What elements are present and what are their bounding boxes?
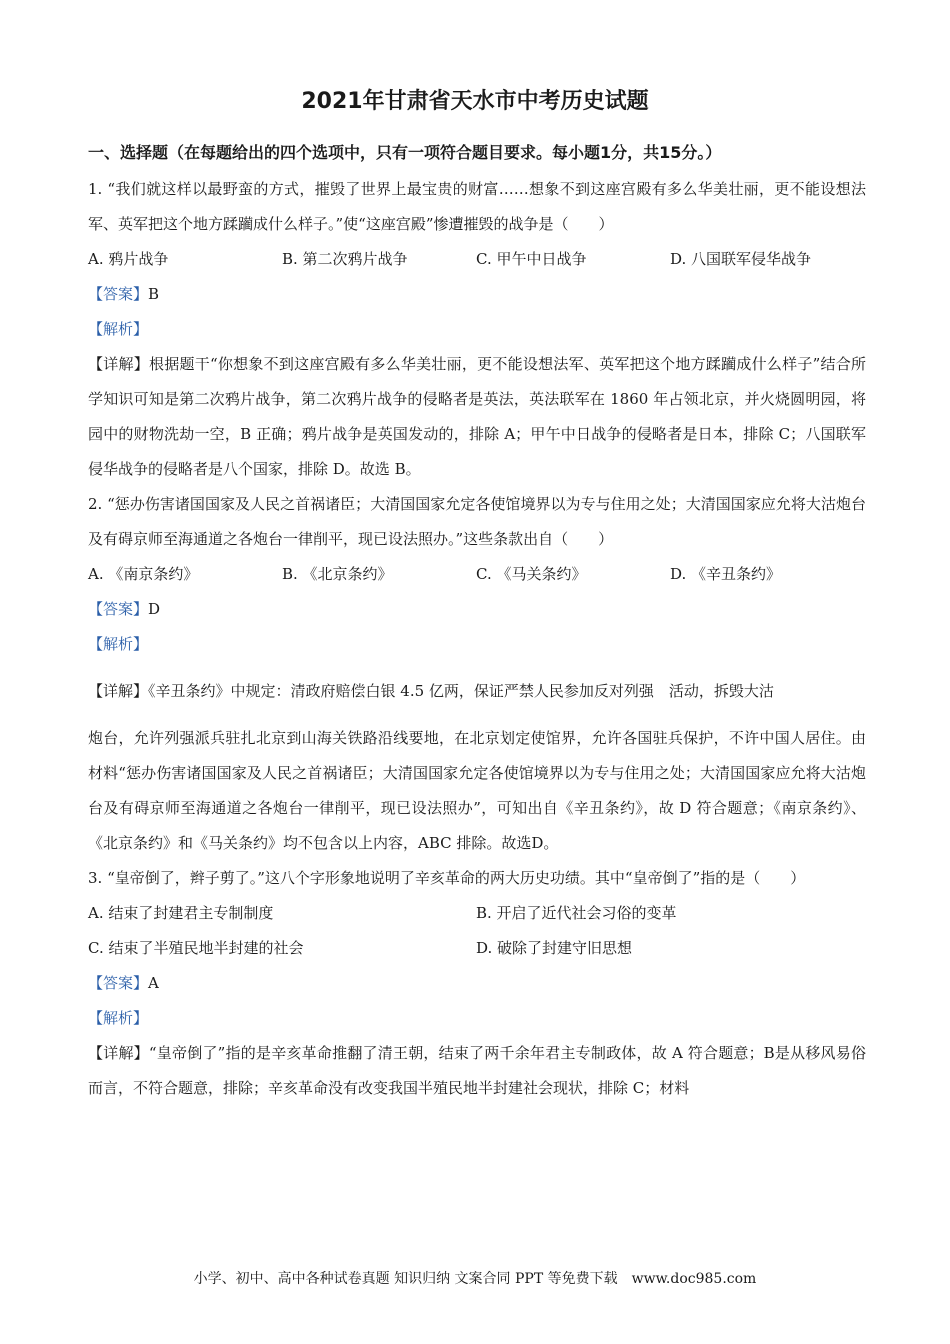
q1-detail (88, 347, 866, 487)
analysis-label: 【解析】 (88, 320, 149, 338)
question-3-options-row2 (88, 931, 866, 966)
analysis-label: 【解析】 (88, 1009, 149, 1027)
q3-option-a: A. 结束了封建君主专制制度 (88, 904, 274, 922)
q1-answer-value: B (148, 285, 160, 303)
q2-detail-line1: 《辛丑条约》中规定：清政府赔偿白银 4.5 亿两，保证严禁人民参加反对列强 活动，拆毁大沽 (148, 682, 774, 700)
exam-title: 2021年甘肃省天水市中考历史试题 (301, 89, 649, 114)
q2-analysis (88, 627, 866, 662)
detail-label: 【详解】 (88, 1044, 149, 1062)
question-3-options-row1 (88, 896, 866, 931)
question-1-stem: 1. “我们就这样以最野蛮的方式，摧毁了世界上最宝贵的财富……想象不到这座宫殿有多么华美壮丽，更不能设想法军、英军把这个地方蹂躏成什么样子。”使“这座宫殿”惨遭摧毁的战争是（ ） (88, 180, 866, 233)
q3-detail-text: “皇帝倒了”指的是辛亥革命推翻了清王朝，结束了两千余年君主专制政体，故 A 符合题意；B是从移风易俗而言，不符合题意，排除；辛亥革命没有改变我国半殖民地半封建社会现状，排除 C；材料 (88, 1044, 866, 1097)
q1-option-a: A. 鸦片战争 (88, 250, 169, 268)
q3-answer (88, 966, 866, 1001)
q1-option-c: C. 甲午中日战争 (476, 250, 587, 268)
answer-label: 【答案】 (88, 974, 149, 992)
q3-option-d: D. 破除了封建守旧思想 (476, 939, 633, 957)
section-heading: 一、选择题（在每题给出的四个选项中，只有一项符合题目要求。每小题1分，共15分。） (88, 143, 722, 162)
question-list (88, 172, 866, 1106)
q2-answer (88, 592, 866, 627)
answer-label: 【答案】 (88, 285, 149, 303)
q1-option-b: B. 第二次鸦片战争 (282, 250, 408, 268)
q2-answer-value: D (148, 600, 161, 618)
question-1-options (88, 242, 866, 277)
q1-detail-text: 根据题干“你想象不到这座宫殿有多么华美壮丽，更不能设想法军、英军把这个地方蹂躏成什么样子”结合所学知识可知是第二次鸦片战争，第二次鸦片战争的侵略者是英法，英法联军在 1860 年占领北京，并火烧圆明园，将园中的财物洗劫一空，B 正确；鸦片战争是英国发动的，排除 A；甲午中日战争的侵略者是日本，排除 C；八国联军侵华战争的侵略者是八个国家，排除 D。故选 B。 (88, 355, 866, 478)
q3-analysis (88, 1001, 866, 1036)
answer-label: 【答案】 (88, 600, 149, 618)
q2-detail-first-line (88, 674, 866, 709)
q1-answer (88, 277, 866, 312)
detail-label: 【详解】 (88, 682, 149, 700)
question-3-stem: 3. “皇帝倒了，辫子剪了。”这八个字形象地说明了辛亥革命的两大历史功绩。其中“皇帝倒了”指的是（ ） (88, 869, 806, 887)
q2-option-a: A. 《南京条约》 (88, 565, 199, 583)
detail-label: 【详解】 (88, 355, 149, 373)
analysis-label: 【解析】 (88, 635, 149, 653)
q2-option-d: D. 《辛丑条约》 (670, 565, 782, 583)
q1-option-d: D. 八国联军侵华战争 (670, 250, 812, 268)
q1-analysis (88, 312, 866, 347)
q3-option-b: B. 开启了近代社会习俗的变革 (476, 904, 677, 922)
q2-detail-rest: 炮台，允许列强派兵驻扎北京到山海关铁路沿线要地，在北京划定使馆界，允许各国驻兵保护，不许中国人居住。由材料“惩办伤害诸国国家及人民之首祸诸臣；大清国国家允定各使馆境界以为专与住用之处；大清国国家应允将大沽炮台及有碍京师至海通道之各炮台一律削平，现已设法照办”，可知出自《辛丑条约》，故 D 符合题意；《南京条约》、《北京条约》和《马关条约》均不包含以上内容，ABC 排除。故选D。 (88, 729, 866, 852)
q3-answer-value: A (148, 974, 159, 992)
question-2-stem: 2. “惩办伤害诸国国家及人民之首祸诸臣；大清国国家允定各使馆境界以为专与住用之处；大清国国家应允将大沽炮台及有碍京师至海通道之各炮台一律削平，现已设法照办。”这些条款出自（ ） (88, 495, 866, 548)
question-2-options (88, 557, 866, 592)
q3-option-c: C. 结束了半殖民地半封建的社会 (88, 939, 304, 957)
q2-option-c: C. 《马关条约》 (476, 565, 587, 583)
page-footer: 小学、初中、高中各种试卷真题 知识归纳 文案合同 PPT 等免费下载 www.doc985.com (193, 1271, 757, 1287)
q3-detail (88, 1036, 866, 1106)
q2-option-b: B. 《北京条约》 (282, 565, 393, 583)
